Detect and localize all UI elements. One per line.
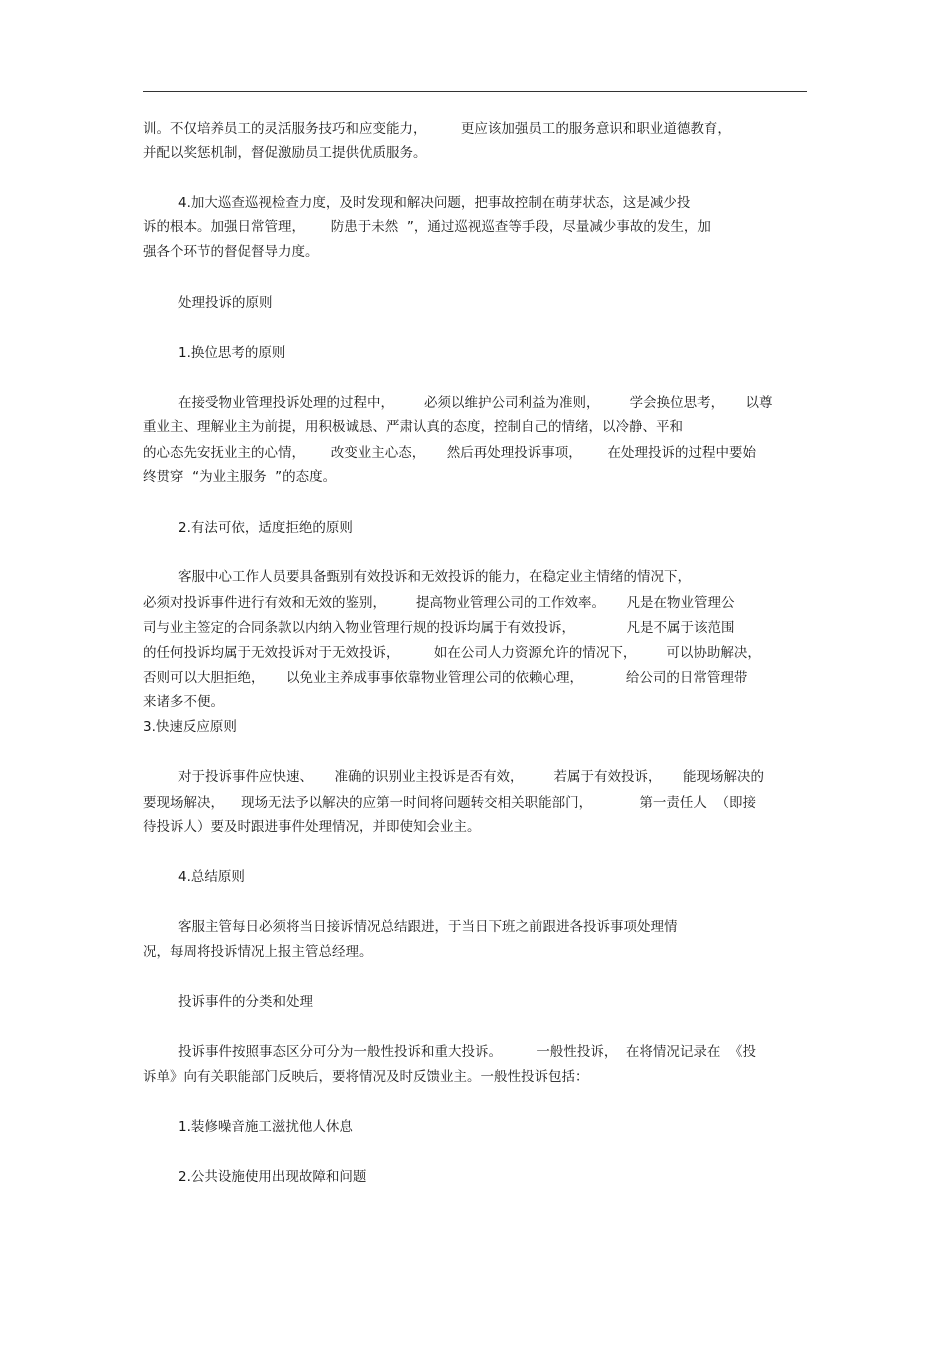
text-line: 否则可以大胆拒绝， 以免业主养成事事依靠物业管理公司的依赖心理， 给公司的日常管理带 [143, 670, 748, 686]
subsection-heading: 4.总结原则 [178, 869, 245, 885]
list-item: 1.装修噪音施工滋扰他人休息 [178, 1119, 353, 1135]
text-line: 况，每周将投诉情况上报主管总经理。 [143, 944, 373, 960]
text-line: 诉单》向有关职能部门反映后，要将情况及时反馈业主。一般性投诉包括： [143, 1069, 589, 1085]
text-line: 诉的根本。加强日常管理， 防患于未然 ”，通过巡视巡查等手段，尽量减少事故的发生，加 [143, 219, 711, 235]
text-line: 对于投诉事件应快速、 准确的识别业主投诉是否有效， 若属于有效投诉， 能现场解决的 [178, 769, 764, 785]
text-line: 强各个环节的督促督导力度。 [143, 244, 319, 260]
text-line: 的心态先安抚业主的心情， 改变业主心态， 然后再处理投诉事项， 在处理投诉的过程中要始 [143, 445, 756, 461]
header-rule [143, 91, 807, 92]
subsection-heading: 2.有法可依，适度拒绝的原则 [178, 520, 353, 536]
subsection-heading: 1.换位思考的原则 [178, 345, 286, 361]
text-line: 客服主管每日必须将当日接诉情况总结跟进，于当日下班之前跟进各投诉事项处理情 [178, 919, 678, 935]
text-line: 并配以奖惩机制，督促激励员工提供优质服务。 [143, 145, 427, 161]
subsection-heading: 3.快速反应原则 [143, 719, 237, 735]
text-line: 司与业主签定的合同条款以内纳入物业管理行规的投诉均属于有效投诉， 凡是不属于该范围 [143, 620, 735, 636]
text-line: 4.加大巡查巡视检查力度，及时发现和解决问题，把事故控制在萌芽状态，这是减少投 [178, 195, 691, 211]
list-item: 2.公共设施使用出现故障和问题 [178, 1169, 367, 1185]
text-line: 必须对投诉事件进行有效和无效的鉴别， 提高物业管理公司的工作效率。 凡是在物业管理公 [143, 595, 735, 611]
text-line: 重业主、理解业主为前提，用积极诚恳、严肃认真的态度，控制自己的情绪，以冷静、平和 [143, 419, 683, 435]
text-line: 训。不仅培养员工的灵活服务技巧和应变能力， 更应该加强员工的服务意识和职业道德教育， [143, 121, 731, 137]
text-line: 客服中心工作人员要具备甄别有效投诉和无效投诉的能力，在稳定业主情绪的情况下， [178, 569, 691, 585]
text-line: 终贯穿 “为业主服务 ”的态度。 [143, 469, 337, 485]
text-line: 来诸多不便。 [143, 694, 224, 710]
text-line: 待投诉人）要及时跟进事件处理情况，并即使知会业主。 [143, 819, 481, 835]
text-line: 投诉事件按照事态区分可分为一般性投诉和重大投诉。 一般性投诉， 在将情况记录在 《投 [178, 1044, 756, 1060]
text-line: 要现场解决， 现场无法予以解决的应第一时间将问题转交相关职能部门， 第一责任人 （即接 [143, 795, 756, 811]
text-line: 的任何投诉均属于无效投诉对于无效投诉， 如在公司人力资源允许的情况下， 可以协助解决， [143, 645, 761, 661]
section-heading: 投诉事件的分类和处理 [178, 994, 313, 1010]
text-line: 在接受物业管理投诉处理的过程中， 必须以维护公司利益为准则， 学会换位思考， 以尊 [178, 395, 773, 411]
section-heading: 处理投诉的原则 [178, 295, 273, 311]
